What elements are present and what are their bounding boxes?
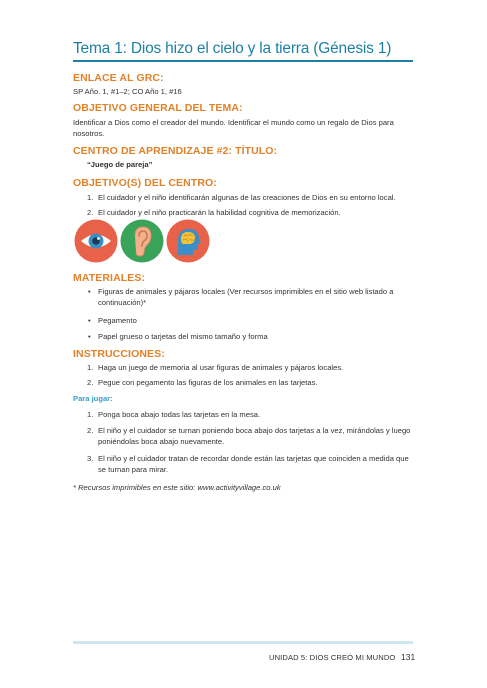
list-text: El niño y el cuidador se turnan poniendo boca abajo dos tarjetas a la vez, mirándolas y luego poniéndolas boca abajo nuevamente. <box>98 426 411 446</box>
subheading-para-jugar: Para jugar: <box>73 394 113 403</box>
list-number: 2. <box>87 426 94 435</box>
list-number: 2. <box>87 378 94 387</box>
list-text: El cuidador y el niño identificarán algunas de las creaciones de Dios en su entorno local. <box>98 193 396 202</box>
bullet: • <box>88 332 91 341</box>
list-number: 1. <box>87 410 94 419</box>
footer-unit-label: UNIDAD 5: DIOS CREÓ MI MUNDO <box>269 653 396 662</box>
list-text: Papel grueso o tarjetas del mismo tamaño y forma <box>98 332 268 341</box>
senses-icon-row <box>74 219 214 263</box>
list-text: Pegamento <box>98 316 137 325</box>
list-text: Ponga boca abajo todas las tarjetas en la mesa. <box>98 410 261 419</box>
title-underline <box>73 60 413 62</box>
list-text: Figuras de animales y pájaros locales (Ver recursos imprimibles en el sitio web listado a continuación)* <box>98 287 394 307</box>
list-number: 2. <box>87 208 94 217</box>
list-text: Haga un juego de memoria al usar figuras de animales y pájaros locales. <box>98 363 344 372</box>
section-heading-enlace: ENLACE AL GRC: <box>73 72 164 84</box>
centro-subtitle: “Juego de pareja” <box>87 160 153 169</box>
section-heading-objetivo-general: OBJETIVO GENERAL DEL TEMA: <box>73 102 243 114</box>
eye-icon <box>74 219 118 263</box>
list-number: 1. <box>87 363 94 372</box>
objetivo-general-text: Identificar a Dios como el creador del mundo. Identificar el mundo como un regalo de Dios para nosotros. <box>73 118 394 138</box>
brain-head-icon <box>166 219 210 263</box>
bullet: • <box>88 287 91 296</box>
footer-rule <box>73 641 413 644</box>
ear-icon <box>120 219 164 263</box>
page-title: Tema 1: Dios hizo el cielo y la tierra (Génesis 1) <box>73 40 392 57</box>
section-heading-centro: CENTRO DE APRENDIZAJE #2: TÍTULO: <box>73 145 278 157</box>
page-number: 131 <box>401 652 416 662</box>
section-heading-objetivos-centro: OBJETIVO(S) DEL CENTRO: <box>73 177 217 189</box>
section-heading-materiales: MATERIALES: <box>73 272 146 284</box>
list-number: 3. <box>87 454 94 463</box>
section-heading-instrucciones: INSTRUCCIONES: <box>73 348 165 360</box>
bullet: • <box>88 316 91 325</box>
list-number: 1. <box>87 193 94 202</box>
list-text: Pegue con pegamento las figuras de los animales en las tarjetas. <box>98 378 318 387</box>
enlace-text: SP Año. 1, #1–2; CO Año 1, #16 <box>73 87 182 96</box>
list-text: El cuidador y el niño practicarán la habilidad cognitiva de memorización. <box>98 208 341 217</box>
resources-note: * Recursos imprimibles en este sitio: www.activityvillage.co.uk <box>73 483 281 492</box>
list-text: El niño y el cuidador tratan de recordar donde están las tarjetas que coinciden a medida que se turnan para mirar. <box>98 454 409 474</box>
